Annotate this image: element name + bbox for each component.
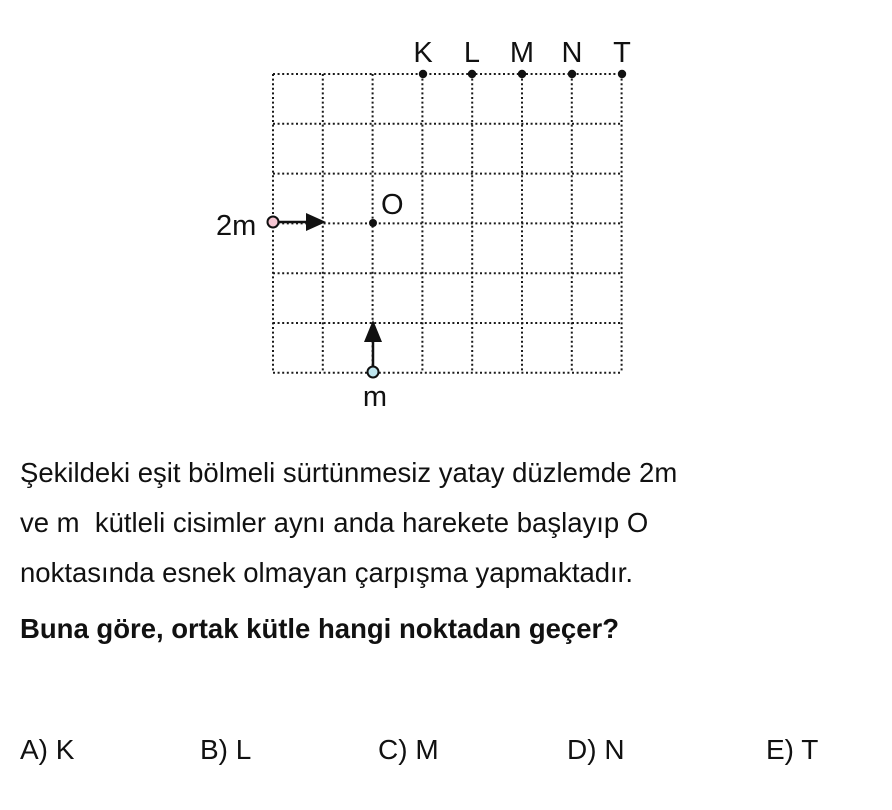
- dotted-grid: [273, 74, 622, 373]
- point-k-dot: [419, 70, 427, 78]
- question-prompt: Buna göre, ortak kütle hangi noktadan geçer?: [20, 613, 619, 644]
- option-d[interactable]: D) N: [567, 734, 625, 765]
- question-line-1: Şekildeki eşit bölmeli sürtünmesiz yatay düzlemde 2m: [20, 457, 678, 488]
- question-line-2: ve m kütleli cisimler aynı anda harekete başlayıp O: [20, 507, 649, 538]
- label-m: M: [509, 37, 535, 69]
- option-e[interactable]: E) T: [766, 734, 819, 765]
- collision-point-o-dot: [369, 219, 377, 227]
- label-k: K: [413, 37, 433, 69]
- question-line-3: noktasında esnek olmayan çarpışma yapmaktadır.: [20, 557, 633, 588]
- point-m-dot: [518, 70, 526, 78]
- label-t: T: [613, 37, 631, 69]
- label-o: O: [381, 189, 404, 221]
- question-text: [20, 448, 840, 598]
- label-l: L: [463, 37, 481, 69]
- option-b[interactable]: B) L: [200, 734, 252, 765]
- mass-m-ball: [368, 367, 379, 378]
- option-c[interactable]: C) M: [378, 734, 439, 765]
- point-l-dot: [468, 70, 476, 78]
- point-t-dot: [618, 70, 626, 78]
- label-n: N: [561, 37, 583, 69]
- velocity-arrow-2m-head: [306, 213, 326, 231]
- label-m-mass: m: [362, 381, 388, 413]
- label-2m: 2m: [216, 210, 257, 242]
- point-n-dot: [568, 70, 576, 78]
- mass-2m-ball: [268, 217, 279, 228]
- option-a[interactable]: A) K: [20, 734, 75, 765]
